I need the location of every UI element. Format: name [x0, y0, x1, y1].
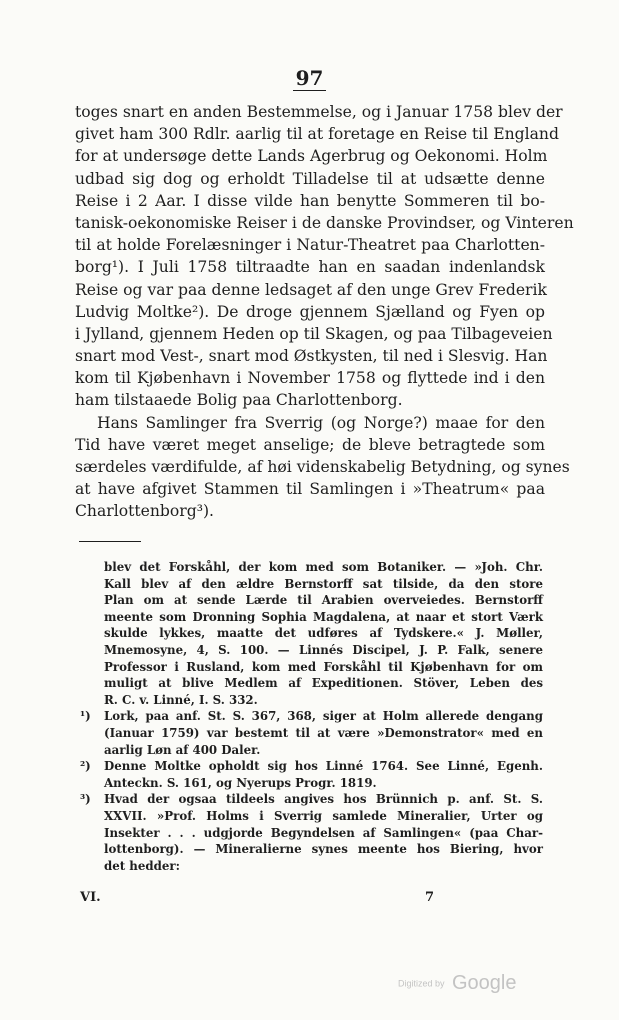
footnote-line: det hedder:: [104, 858, 180, 873]
footnote-line: blev det Forskåhl, der kom med som Botaniker. — »Joh. Chr.: [104, 560, 543, 574]
body-text: [75, 101, 574, 523]
body-line: borg¹). I Juli 1758 tiltraadte han en saadan indenlandsk: [75, 258, 545, 277]
footnote-line: meente som Dronning Sophia Magdalena, at naar et stort Værk: [104, 609, 543, 624]
body-line: Hans Samlinger fra Sverrig (og Norge?) maae for den: [97, 413, 545, 432]
body-line: Ludvig Moltke²). De droge gjennem Sjælland og Fyen op: [75, 302, 545, 321]
body-line: ham tilstaaede Bolig paa Charlottenborg.: [75, 391, 403, 410]
watermark-caption: Digitized by: [398, 978, 445, 989]
body-line: Reise i 2 Aar. I disse vilde han benytte Sommeren til bo-: [75, 191, 545, 210]
body-line: snart mod Vest-, snart mod Østkysten, til ned i Slesvig. Han: [75, 347, 548, 366]
footnote-line: Kall blev af den ældre Bernstorff sat tilside, da den store: [104, 576, 543, 591]
page-number: 97: [0, 66, 619, 90]
footnote-line: lottenborg). — Mineralierne synes meente hos Biering, hvor: [104, 842, 543, 857]
body-line: udbad sig dog og erholdt Tilladelse til at udsætte denne: [75, 169, 545, 188]
footnote-marker: ¹): [80, 709, 91, 724]
footnote-line: Plan om at sende Lærde til Arabien overveiedes. Bernstorff: [104, 593, 543, 608]
footnote-marker: ³): [80, 792, 91, 807]
footnotes: [82, 559, 543, 874]
body-line: Charlottenborg³).: [75, 502, 215, 521]
footnote-line: muligt at blive Medlem af Expeditionen. Stöver, Leben des: [104, 676, 543, 691]
body-line: kom til Kjøbenhavn i November 1758 og flyttede ind i den: [75, 369, 545, 388]
body-line: toges snart en anden Bestemmelse, og i Januar 1758 blev der: [75, 103, 563, 121]
footnote-line: Professor i Rusland, kom med Forskåhl til Kjøbenhavn for om: [104, 659, 543, 674]
footnote-line: XXVII. »Prof. Holms i Sverrig samlede Mineralier, Urter og: [104, 808, 543, 823]
google-logo: Google: [451, 972, 517, 994]
footnote-line: Insekter . . . udgjorde Begyndelsen af Samlingen« (paa Char-: [104, 825, 543, 840]
footnote-2: [82, 758, 543, 791]
footnote-separator: [79, 541, 141, 542]
signature-mark: VI.: [80, 890, 101, 905]
body-line: at have afgivet Stammen til Samlingen i »Theatrum« paa: [75, 480, 545, 499]
footnote-line: Lork, paa anf. St. S. 367, 368, siger at Holm allerede dengang: [104, 709, 543, 724]
footnote-line: Hvad der ogsaa tildeels angives hos Brünnich p. anf. St. S.: [104, 792, 543, 807]
footnote-line: skulde lykkes, maatte det udføres af Tydskere.« J. Møller,: [104, 626, 543, 641]
body-line: særdeles værdifulde, af høi videnskabelig Betydning, og synes: [75, 458, 570, 476]
footnote-line: Anteckn. S. 161, og Nyerups Progr. 1819.: [104, 775, 377, 790]
body-line: for at undersøge dette Lands Agerbrug og Oekonomi. Holm: [75, 147, 548, 166]
footnote-line: Denne Moltke opholdt sig hos Linné 1764. See Linné, Egenh.: [104, 759, 543, 774]
footnote-line: Mnemosyne, 4, S. 100. — Linnés Discipel, J. P. Falk, senere: [104, 642, 543, 657]
body-line: givet ham 300 Rdlr. aarlig til at foretage en Reise til England: [75, 125, 559, 144]
body-line: i Jylland, gjennem Heden op til Skagen, og paa Tilbageveien: [75, 324, 553, 343]
footnote-3: [82, 791, 543, 874]
footnote-line: aarlig Løn af 400 Daler.: [104, 742, 261, 757]
body-line: til at holde Forelæsninger i Natur-Theatret paa Charlotten-: [75, 236, 545, 255]
body-line: Tid have været meget anselige; de bleve betragtede som: [75, 435, 545, 454]
signature-number: 7: [425, 890, 435, 905]
body-line: Reise og var paa denne ledsaget af den unge Grev Frederik: [75, 280, 547, 299]
digitized-watermark: [398, 972, 516, 995]
footnote-line: R. C. v. Linné, I. S. 332.: [104, 692, 258, 707]
footnote-line: (Ianuar 1759) var bestemt til at være »Demonstrator« med en: [104, 725, 543, 740]
body-line: tanisk-oekonomiske Reiser i de danske Provindser, og Vinteren: [75, 213, 574, 232]
footnote-marker: ²): [80, 759, 91, 774]
footnote-continuation: [82, 559, 543, 708]
footnote-1: [82, 708, 543, 758]
